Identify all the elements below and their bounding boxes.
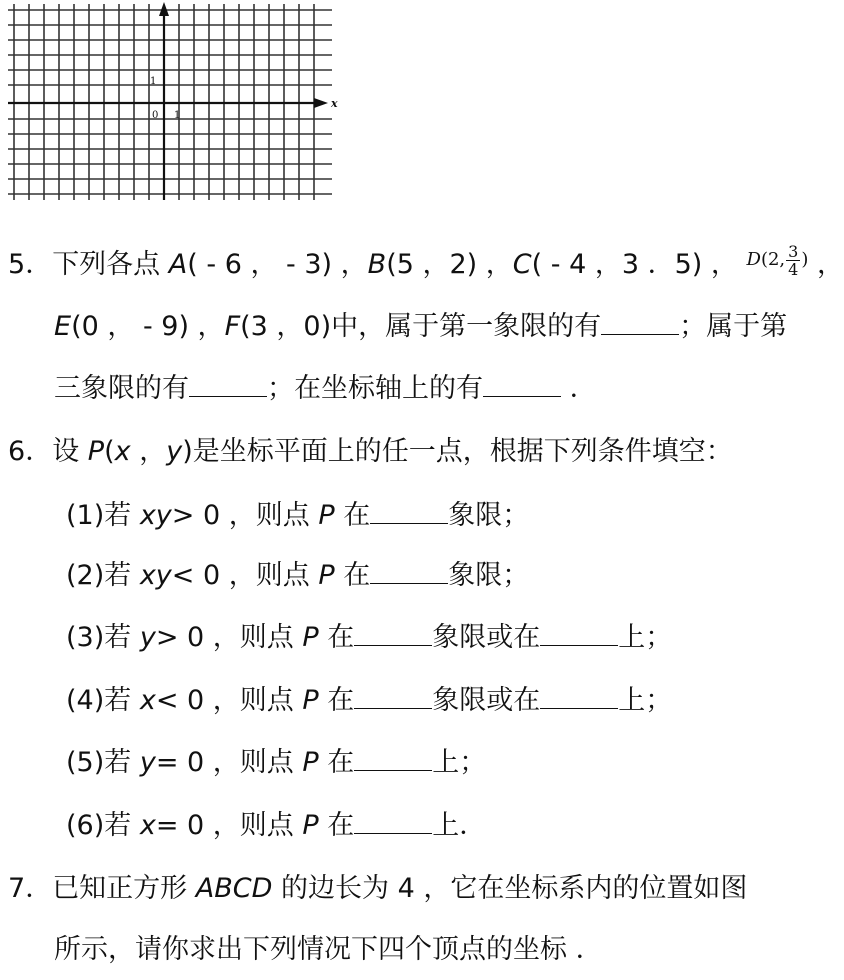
q5-number: 5 bbox=[8, 249, 26, 280]
answer-blank[interactable] bbox=[354, 623, 432, 646]
point-d-expression: D(2, $\frac{3}{4}$ ) bbox=[746, 241, 809, 279]
q5-line3: 三象限的有 ；在坐标轴上的有 ． bbox=[54, 373, 597, 404]
q6-item-4: (4)若 x< 0 ，则点 P 在 象限或在 上； bbox=[66, 685, 673, 716]
point-f-label: F bbox=[224, 311, 241, 342]
q6-number: 6 bbox=[8, 436, 26, 467]
answer-blank[interactable] bbox=[354, 748, 432, 771]
point-c-label: C bbox=[512, 249, 532, 280]
q7-line1: 7．已知正方形 ABCD 的边长为 4 ，它在坐标系内的位置如图 bbox=[8, 873, 748, 904]
y-tick-label: 1 bbox=[150, 76, 157, 87]
q5-line1: 5．下列各点 A( - 6 ， - 3) ，B(5 ，2) ，C( - 4 ，3 ．5) ， D(2, $\frac{3}{4}$ ) ， bbox=[8, 241, 844, 280]
x-tick-label: 1 bbox=[174, 110, 181, 121]
q6-item-6: (6)若 x= 0 ，则点 P 在 上． bbox=[66, 810, 487, 841]
q6-item-5: (5)若 y= 0 ，则点 P 在 上； bbox=[66, 747, 487, 778]
answer-blank[interactable] bbox=[601, 312, 679, 335]
answer-blank[interactable] bbox=[189, 374, 267, 397]
x-axis-arrow bbox=[314, 98, 328, 108]
coordinate-grid-figure bbox=[0, 0, 360, 210]
q6-item-1: (1)若 xy> 0 ，则点 P 在 象限； bbox=[66, 500, 530, 531]
fraction-three-quarters: $\frac{3}{4}$ bbox=[788, 241, 799, 279]
origin-label: 0 bbox=[152, 110, 159, 121]
q5-line2: E(0 ， - 9) ，F(3 ，0)中，属于第一象限的有 ；属于第 bbox=[54, 311, 788, 342]
answer-blank[interactable] bbox=[483, 374, 561, 397]
q7-number: 7 bbox=[8, 873, 26, 904]
q6-item-2: (2)若 xy< 0 ，则点 P 在 象限； bbox=[66, 560, 530, 591]
coordinate-grid bbox=[0, 0, 360, 210]
x-axis-label: x bbox=[331, 97, 338, 110]
point-b-label: B bbox=[367, 249, 387, 280]
point-a-label: A bbox=[168, 249, 188, 280]
answer-blank[interactable] bbox=[354, 686, 432, 709]
answer-blank[interactable] bbox=[540, 623, 618, 646]
answer-blank[interactable] bbox=[540, 686, 618, 709]
square-label: ABCD bbox=[195, 873, 273, 904]
y-axis-arrow bbox=[159, 2, 169, 16]
q7-line2: 所示，请你求出下列情况下四个顶点的坐标 ． bbox=[54, 934, 603, 965]
answer-blank[interactable] bbox=[370, 561, 448, 584]
axes bbox=[8, 6, 322, 200]
point-e-label: E bbox=[54, 311, 72, 342]
answer-blank[interactable] bbox=[354, 811, 432, 834]
q6-stem: 6．设 P(x ，y)是坐标平面上的任一点，根据下列条件填空： bbox=[8, 436, 733, 467]
answer-blank[interactable] bbox=[370, 501, 448, 524]
q6-item-3: (3)若 y> 0 ，则点 P 在 象限或在 上； bbox=[66, 622, 673, 653]
